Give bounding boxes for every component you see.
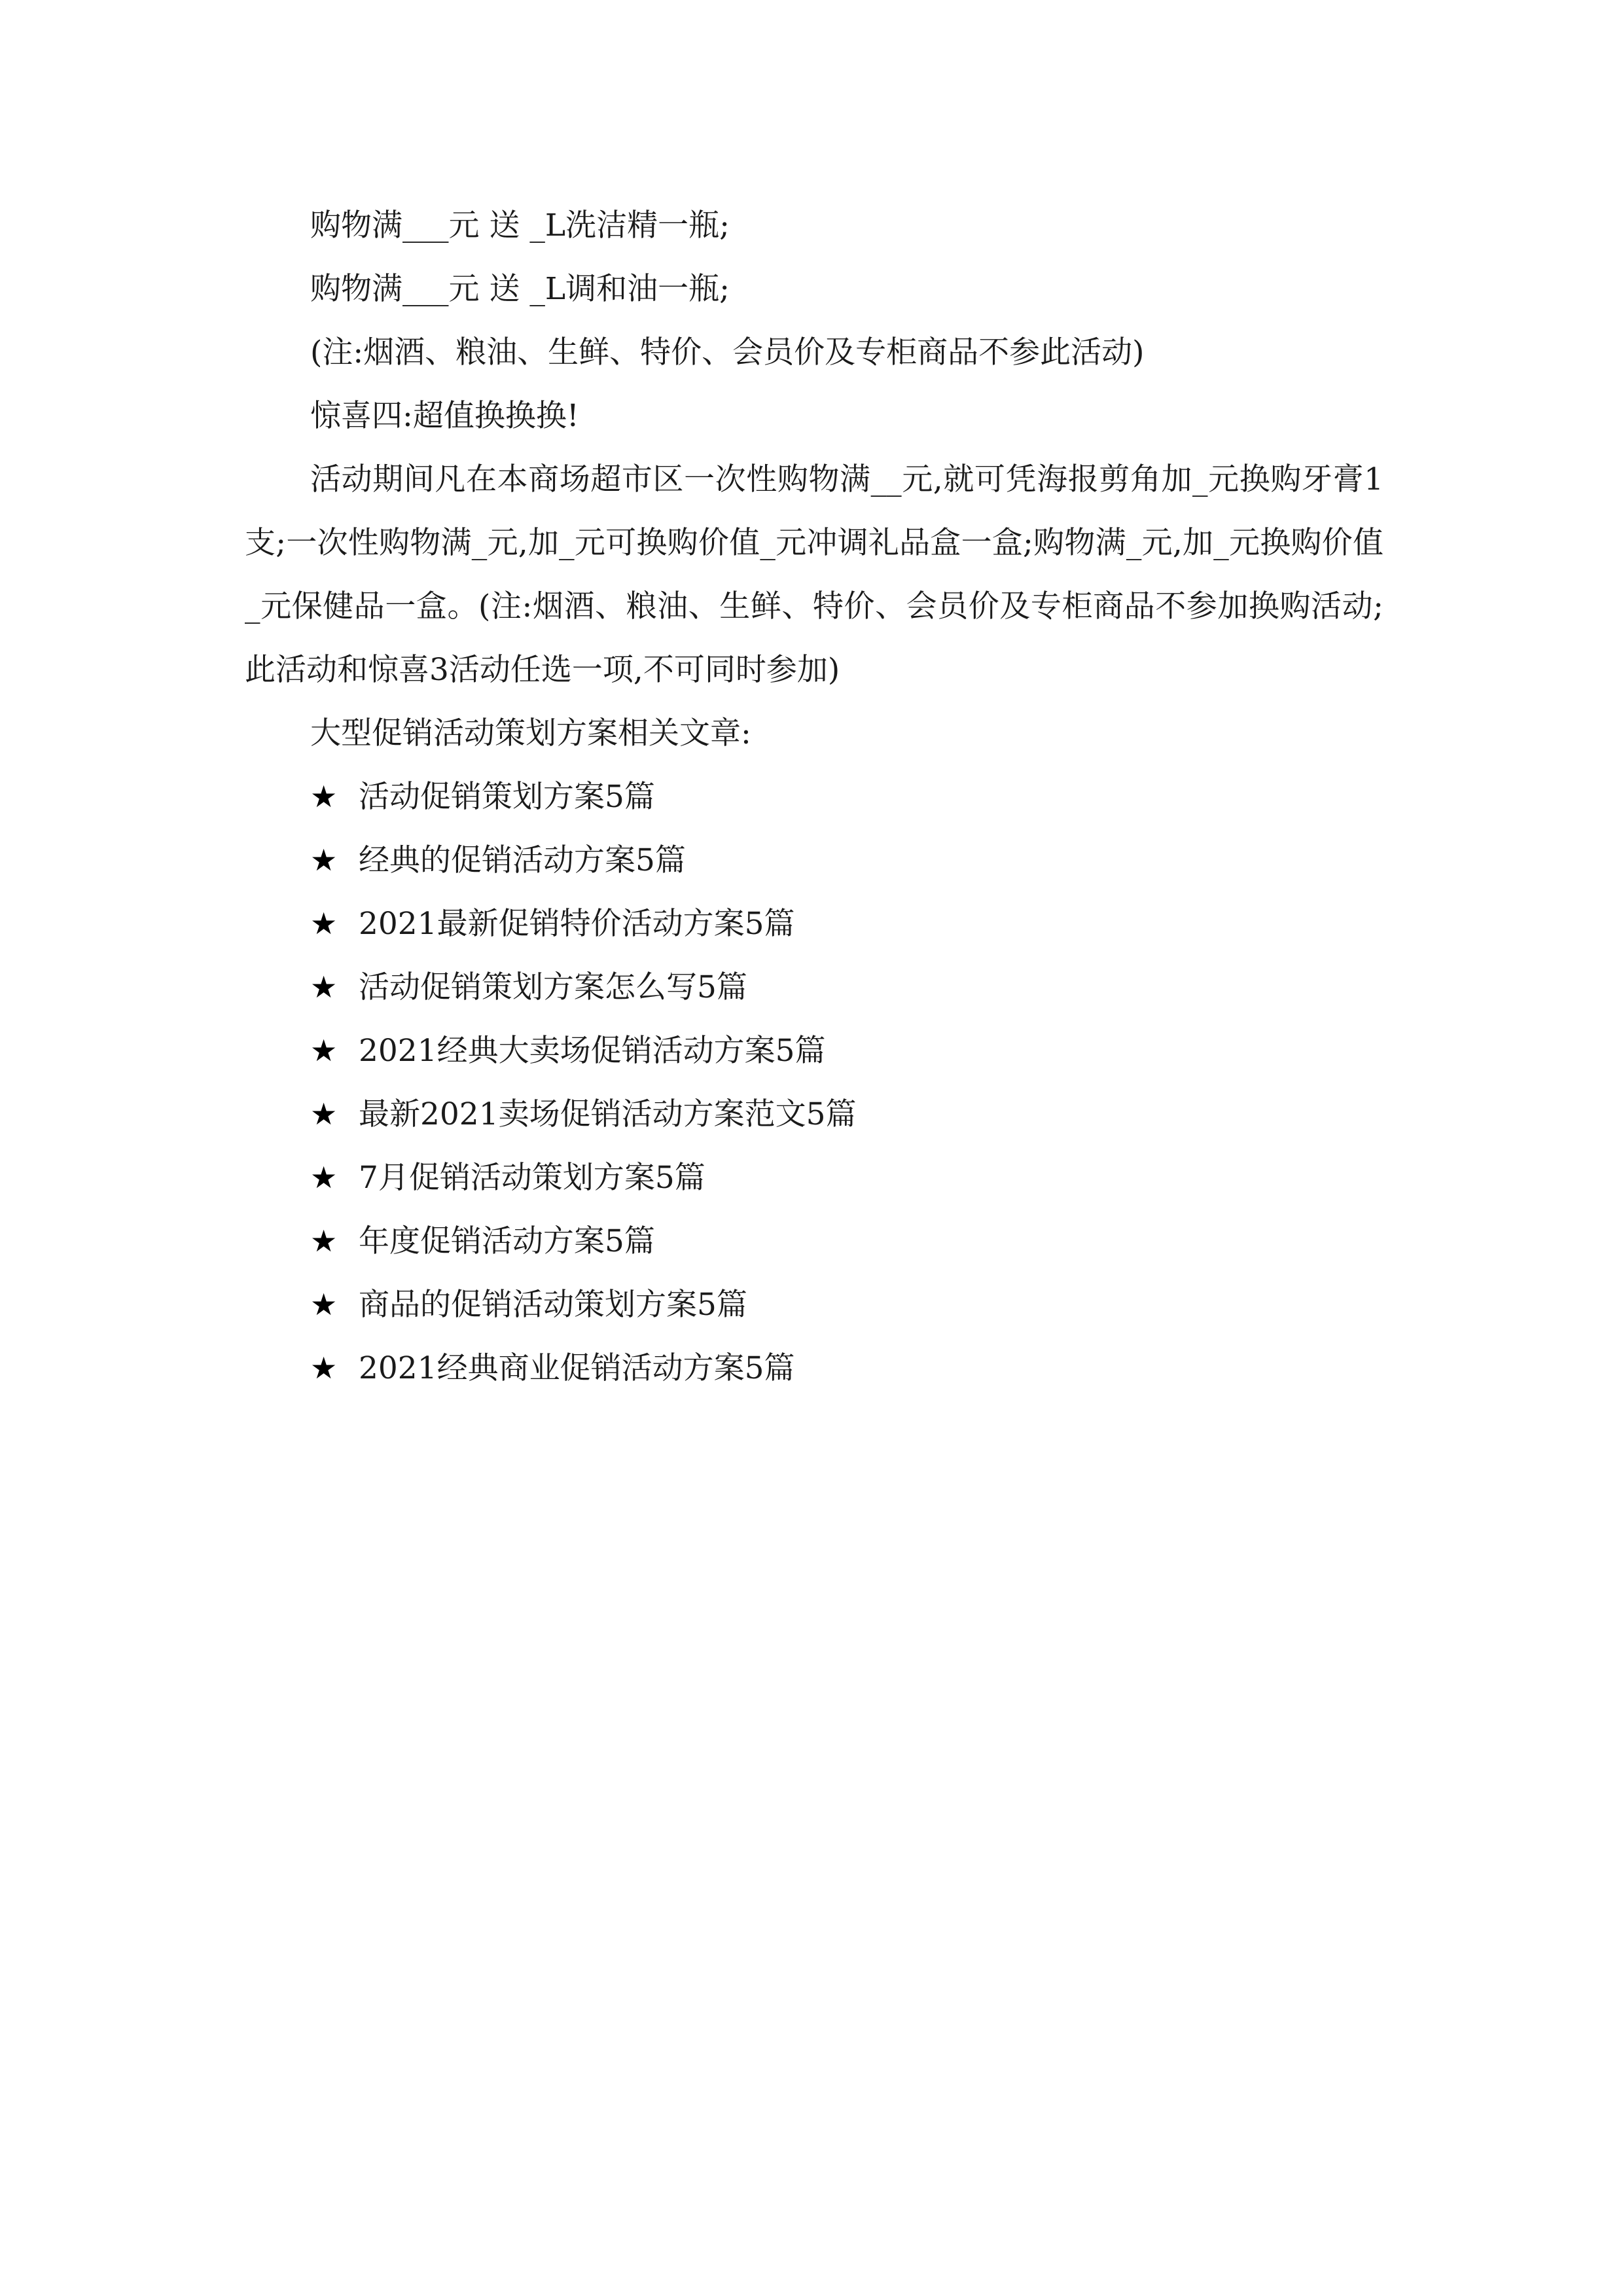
list-item[interactable]	[245, 1019, 1383, 1083]
star-icon: ★	[310, 1350, 338, 1386]
related-article-link[interactable]: 2021经典商业促销活动方案5篇	[359, 1350, 795, 1386]
related-article-link[interactable]: 7月促销活动策划方案5篇	[359, 1160, 705, 1196]
gift-rule-detergent: 购物满___元 送 _L洗洁精一瓶;	[310, 207, 730, 243]
star-icon: ★	[310, 1096, 338, 1132]
list-item[interactable]	[245, 1146, 1383, 1210]
list-item[interactable]	[245, 1210, 1383, 1273]
surprise-four-heading: 惊喜四:超值换换换!	[310, 398, 579, 434]
related-article-link[interactable]: 商品的促销活动策划方案5篇	[359, 1287, 747, 1323]
related-article-link[interactable]: 经典的促销活动方案5篇	[359, 842, 686, 878]
document-body	[245, 194, 1383, 1400]
star-icon: ★	[310, 969, 338, 1005]
list-item[interactable]	[245, 892, 1383, 956]
star-icon: ★	[310, 779, 338, 814]
exchange-paragraph: 活动期间凡在本商场超市区一次性购物满__元,就可凭海报剪角加_元换购牙膏1支;一次性购物满_元,加_元可换购价值_元冲调礼品盒一盒;购物满_元,加_元换购价值_元保健品一盒。(注:烟酒、粮油、生鲜、特价、会员价及专柜商品不参加换购活动;此活动和惊喜3活动任选一项,不可同时参加)	[245, 461, 1383, 688]
list-item[interactable]	[245, 1336, 1383, 1400]
star-icon: ★	[310, 1223, 338, 1259]
star-icon: ★	[310, 1033, 338, 1068]
related-articles-list	[245, 765, 1383, 1400]
list-item[interactable]	[245, 1083, 1383, 1146]
related-article-link[interactable]: 活动促销策划方案5篇	[359, 779, 655, 815]
related-articles-heading: 大型促销活动策划方案相关文章:	[310, 715, 751, 751]
list-item[interactable]	[245, 829, 1383, 892]
related-article-link[interactable]: 最新2021卖场促销活动方案范文5篇	[359, 1096, 857, 1132]
star-icon: ★	[310, 906, 338, 941]
star-icon: ★	[310, 842, 338, 878]
related-article-link[interactable]: 2021经典大卖场促销活动方案5篇	[359, 1033, 826, 1069]
list-item[interactable]	[245, 1273, 1383, 1336]
exclusion-note: (注:烟酒、粮油、生鲜、特价、会员价及专柜商品不参此活动)	[310, 334, 1145, 370]
list-item[interactable]	[245, 765, 1383, 829]
star-icon: ★	[310, 1287, 338, 1322]
related-article-link[interactable]: 年度促销活动方案5篇	[359, 1223, 655, 1259]
related-article-link[interactable]: 2021最新促销特价活动方案5篇	[359, 906, 795, 942]
related-article-link[interactable]: 活动促销策划方案怎么写5篇	[359, 969, 747, 1005]
list-item[interactable]	[245, 956, 1383, 1019]
star-icon: ★	[310, 1160, 338, 1195]
gift-rule-oil: 购物满___元 送 _L调和油一瓶;	[310, 271, 730, 307]
